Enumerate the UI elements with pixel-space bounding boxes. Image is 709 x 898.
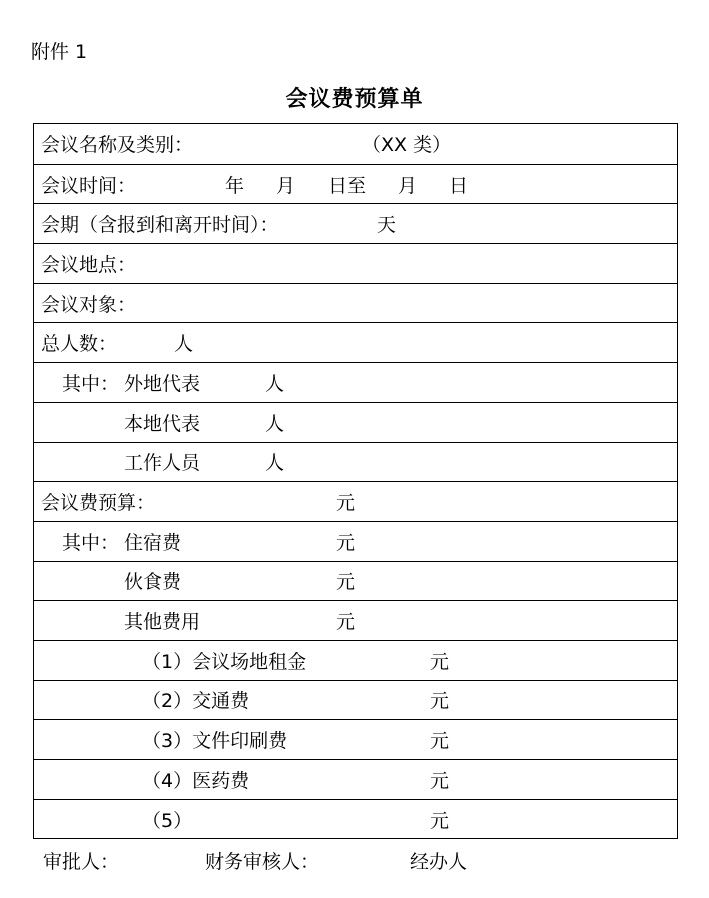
row-meeting-attendees	[34, 283, 677, 323]
meeting-name-label: 会议名称及类别：	[41, 134, 194, 157]
time-month-end: 月	[398, 174, 418, 197]
meals-unit: 元	[336, 571, 356, 594]
row-local-delegates	[34, 402, 677, 442]
budget-breakdown-prefix: 其中：	[62, 531, 120, 554]
row-venue-rental	[34, 640, 677, 680]
printing-label: （3）文件印刷费	[142, 730, 288, 753]
printing-unit: 元	[430, 730, 450, 753]
item-5-unit: 元	[430, 809, 450, 832]
total-people-label: 总人数：	[41, 333, 118, 356]
row-meeting-duration	[34, 203, 677, 243]
row-total-people	[34, 322, 677, 362]
row-meals	[34, 561, 677, 601]
meeting-category-value: （XX 类）	[362, 134, 452, 157]
meals-label: 伙食费	[124, 571, 182, 594]
meeting-time-label: 会议时间：	[41, 174, 137, 197]
row-meeting-time	[34, 164, 677, 204]
time-day-end: 日	[449, 174, 469, 197]
row-medical	[34, 759, 677, 799]
accommodation-unit: 元	[336, 531, 356, 554]
row-staff	[34, 442, 677, 482]
row-other-expenses	[34, 600, 677, 640]
transportation-unit: 元	[430, 690, 450, 713]
other-expenses-unit: 元	[336, 611, 356, 634]
total-people-unit: 人	[174, 333, 194, 356]
budget-form-table	[33, 123, 678, 839]
medical-label: （4）医药费	[142, 769, 250, 792]
venue-rental-label: （1）会议场地租金	[142, 650, 307, 673]
item-5-label: （5）	[142, 809, 193, 832]
other-expenses-label: 其他费用	[124, 611, 201, 634]
handler-label: 经办人	[410, 851, 468, 873]
venue-rental-unit: 元	[430, 650, 450, 673]
external-delegates-label: 外地代表	[124, 372, 201, 395]
budget-total-unit: 元	[336, 492, 356, 515]
meeting-attendees-label: 会议对象：	[41, 293, 137, 316]
people-breakdown-prefix: 其中：	[62, 372, 120, 395]
local-delegates-label: 本地代表	[124, 412, 201, 435]
row-printing	[34, 719, 677, 759]
form-title: 会议费预算单	[285, 87, 424, 112]
accommodation-label: 住宿费	[124, 531, 182, 554]
external-delegates-unit: 人	[265, 372, 285, 395]
attachment-label: 附件 1	[31, 41, 88, 63]
time-month-start: 月	[276, 174, 296, 197]
staff-label: 工作人员	[124, 452, 201, 475]
row-accommodation	[34, 521, 677, 561]
time-year: 年	[225, 174, 245, 197]
row-meeting-name	[34, 124, 677, 164]
meeting-location-label: 会议地点：	[41, 253, 137, 276]
row-external-delegates	[34, 362, 677, 402]
row-budget-total	[34, 481, 677, 521]
finance-reviewer-label: 财务审核人：	[205, 851, 320, 873]
row-item-5	[34, 799, 677, 839]
budget-total-label: 会议费预算：	[41, 492, 156, 515]
meeting-duration-label: 会期（含报到和离开时间）：	[41, 214, 279, 237]
approver-label: 审批人：	[43, 851, 120, 873]
row-transportation	[34, 680, 677, 720]
local-delegates-unit: 人	[265, 412, 285, 435]
medical-unit: 元	[430, 769, 450, 792]
staff-unit: 人	[265, 452, 285, 475]
row-meeting-location	[34, 243, 677, 283]
time-day-to: 日至	[328, 174, 367, 197]
duration-unit: 天	[377, 214, 397, 237]
transportation-label: （2）交通费	[142, 690, 250, 713]
